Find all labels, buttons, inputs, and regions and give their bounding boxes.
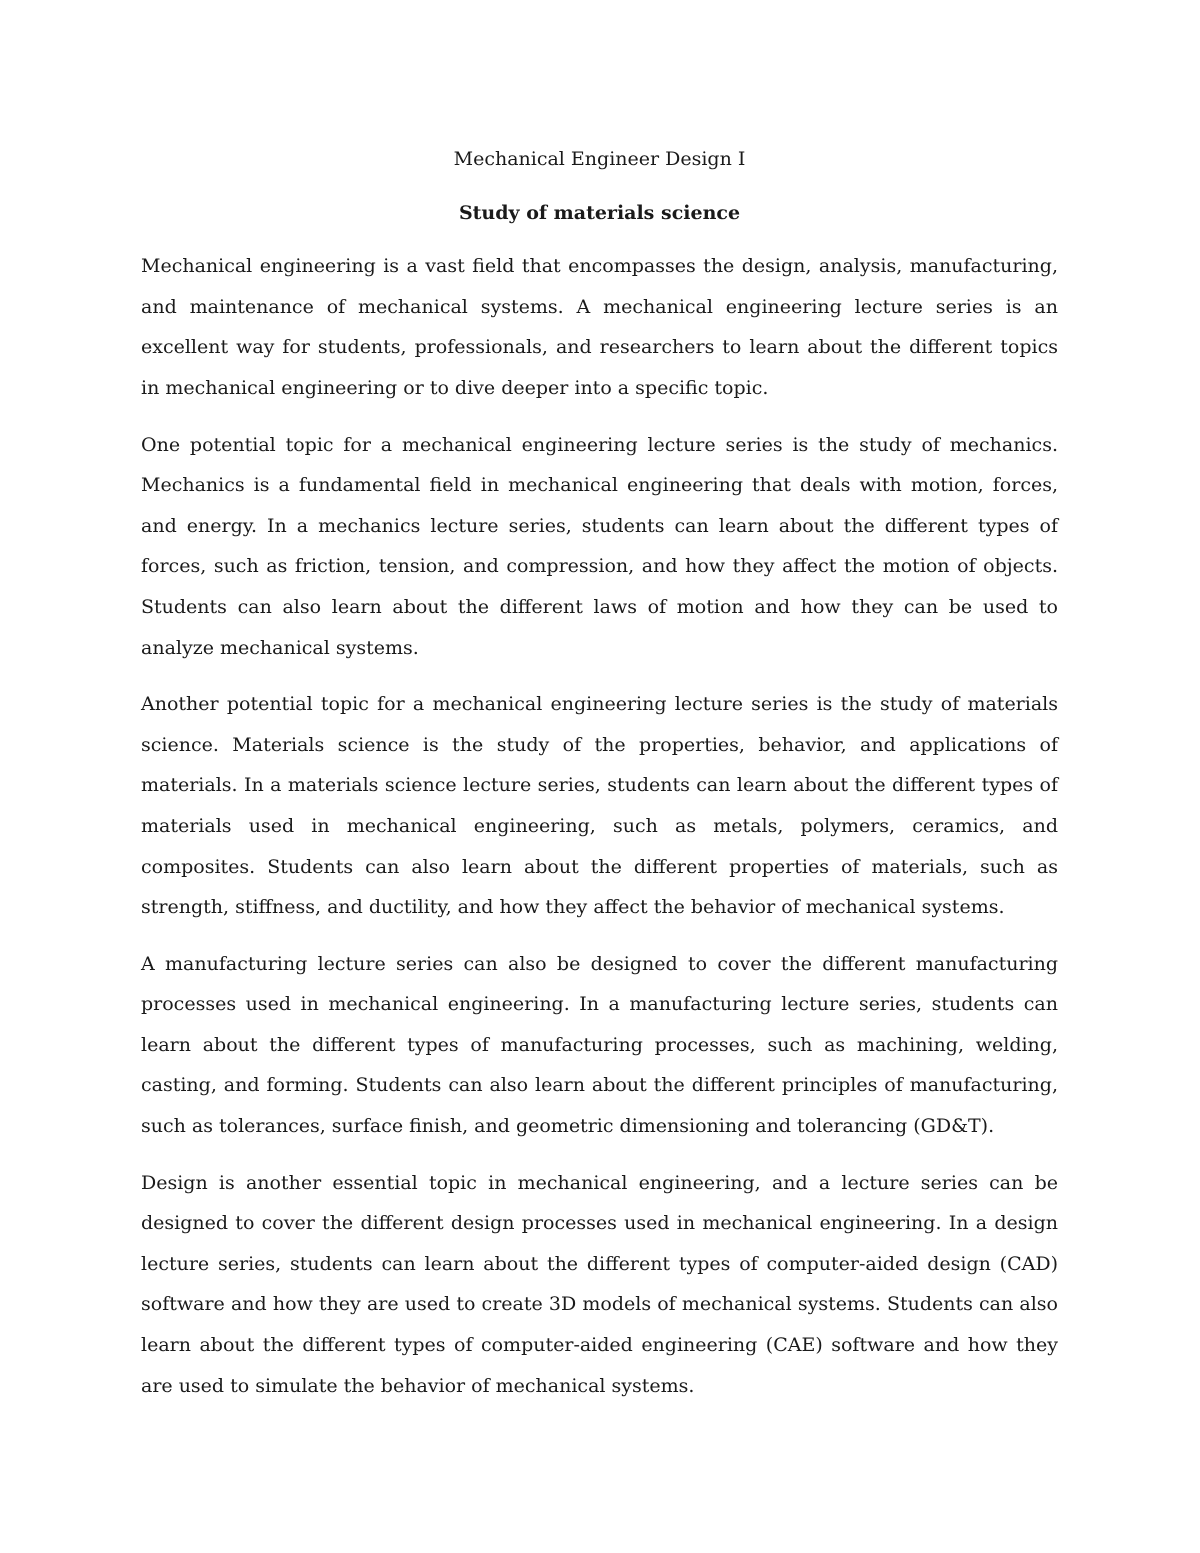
paragraph-manufacturing: A manufacturing lecture series can also be designed to cover the different manufacturing processes used in mechanical engineering. In a manufacturing lecture series, students can learn about the different types of manufacturing processes, such as machining, welding, casting, and forming. Students can also learn about the different principles of manufacturing, such as tolerances, surface finish, and geometric dimensioning and tolerancing (GD&T). xyxy=(141,952,1058,1138)
document-title: Study of materials science xyxy=(458,201,741,224)
paragraph-intro: Mechanical engineering is a vast field that encompasses the design, analysis, manufacturing, and maintenance of mechanical systems. A mechanical engineering lecture series is an excellent way for students, professionals, and researchers to learn about the different topics in mechanical engineering or to dive deeper into a specific topic. xyxy=(141,255,1058,399)
paragraph-mechanics: One potential topic for a mechanical engineering lecture series is the study of mechanics. Mechanics is a fundamental field in mechanical engineering that deals with motion, forces, and energy. In a mechanics lecture series, students can learn about the different types of forces, such as friction, tension, and compression, and how they affect the motion of objects. Students can also learn about the different laws of motion and how they can be used to analyze mechanical systems. xyxy=(141,433,1058,659)
paragraph-design: Design is another essential topic in mechanical engineering, and a lecture series can be designed to cover the different design processes used in mechanical engineering. In a design lecture series, students can learn about the different types of computer-aided design (CAD) software and how they are used to create 3D models of mechanical systems. Students can also learn about the different types of computer-aided engineering (CAE) software and how they are used to simulate the behavior of mechanical systems. xyxy=(141,1171,1058,1397)
document-body xyxy=(141,139,1058,1406)
course-title: Mechanical Engineer Design I xyxy=(453,148,746,170)
paragraph-materials-science: Another potential topic for a mechanical engineering lecture series is the study of materials science. Materials science is the study of the properties, behavior, and applications of materials. In a materials science lecture series, students can learn about the different types of materials used in mechanical engineering, such as metals, polymers, ceramics, and composites. Students can also learn about the different properties of materials, such as strength, stiffness, and ductility, and how they affect the behavior of mechanical systems. xyxy=(141,693,1058,919)
